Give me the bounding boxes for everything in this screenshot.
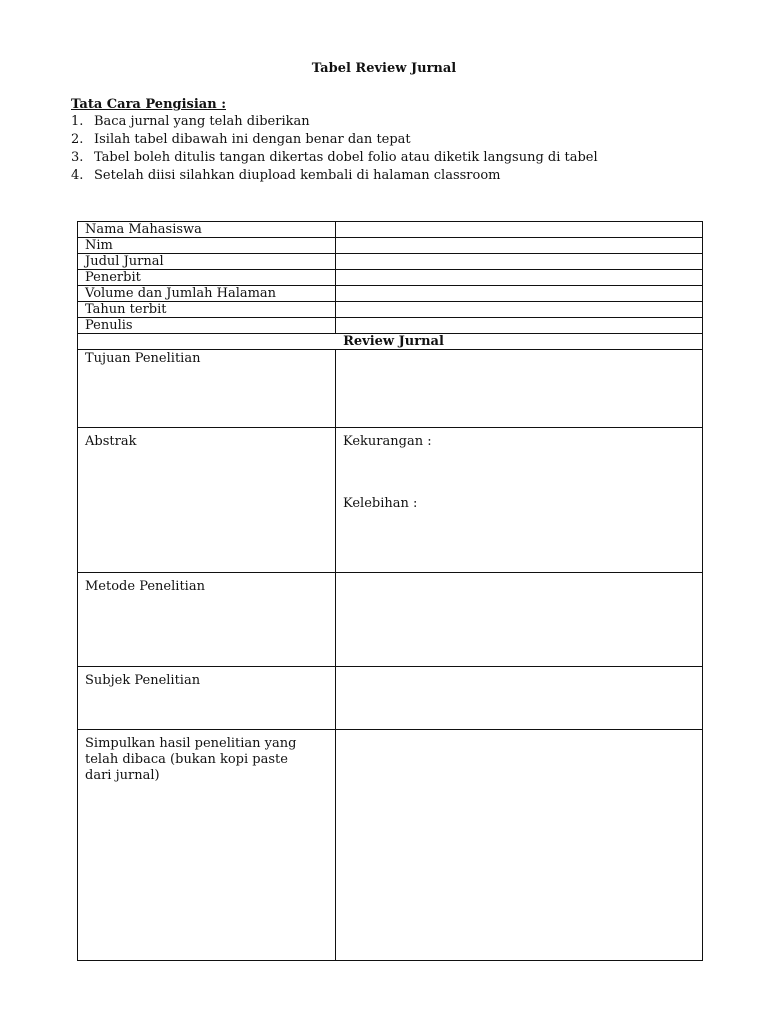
instruction-text: Setelah diisi silahkan diupload kembali di halaman classroom <box>94 168 501 183</box>
table-row-volume <box>78 286 703 302</box>
table-row-subjek <box>78 667 703 730</box>
instructions-list <box>71 113 598 185</box>
row-label: Nim <box>78 238 336 254</box>
tahun-terbit-field[interactable] <box>336 302 703 318</box>
table-row-simpulkan <box>78 730 703 961</box>
review-header: Review Jurnal <box>78 334 703 350</box>
row-label: Nama Mahasiswa <box>78 222 336 238</box>
row-label <box>78 573 336 667</box>
row-label: Penulis <box>78 318 336 334</box>
simpulkan-label: Simpulkan hasil penelitian yang telah dibaca (bukan kopi paste dari jurnal) <box>85 736 297 783</box>
row-label: Judul Jurnal <box>78 254 336 270</box>
table-row-penerbit <box>78 270 703 286</box>
table-row-tahun-terbit <box>78 302 703 318</box>
subjek-field[interactable] <box>336 667 703 730</box>
instruction-number: 1. <box>71 114 84 129</box>
kekurangan-label: Kekurangan : <box>343 434 432 449</box>
row-label: Volume dan Jumlah Halaman <box>78 286 336 302</box>
instruction-number: 4. <box>71 168 84 183</box>
penerbit-field[interactable] <box>336 270 703 286</box>
table-row-penulis <box>78 318 703 334</box>
instruction-item <box>71 131 598 149</box>
nama-mahasiswa-field[interactable] <box>336 222 703 238</box>
table-row-nim <box>78 238 703 254</box>
kelebihan-label: Kelebihan : <box>343 496 418 511</box>
nim-field[interactable] <box>336 238 703 254</box>
subjek-label: Subjek Penelitian <box>85 673 201 688</box>
instruction-text: Isilah tabel dibawah ini dengan benar dan tepat <box>94 132 411 147</box>
judul-jurnal-field[interactable] <box>336 254 703 270</box>
abstrak-label: Abstrak <box>85 434 137 449</box>
table-row-metode <box>78 573 703 667</box>
document-title: Tabel Review Jurnal <box>311 61 457 76</box>
instruction-text: Baca jurnal yang telah diberikan <box>94 114 310 129</box>
table-row-judul-jurnal <box>78 254 703 270</box>
row-label: Penerbit <box>78 270 336 286</box>
simpulkan-field[interactable] <box>336 730 703 961</box>
metode-label: Metode Penelitian <box>85 579 205 594</box>
abstrak-field[interactable] <box>336 428 703 573</box>
table-row-abstrak <box>78 428 703 573</box>
volume-field[interactable] <box>336 286 703 302</box>
tujuan-field[interactable] <box>336 350 703 428</box>
row-label <box>78 350 336 428</box>
instruction-number: 3. <box>71 150 84 165</box>
table-row-nama-mahasiswa <box>78 222 703 238</box>
instruction-item <box>71 167 598 185</box>
tujuan-label: Tujuan Penelitian <box>85 351 201 366</box>
row-label <box>78 730 336 961</box>
instruction-item <box>71 149 598 167</box>
instruction-number: 2. <box>71 132 84 147</box>
row-label <box>78 428 336 573</box>
row-label <box>78 667 336 730</box>
row-label: Tahun terbit <box>78 302 336 318</box>
metode-field[interactable] <box>336 573 703 667</box>
penulis-field[interactable] <box>336 318 703 334</box>
instruction-text: Tabel boleh ditulis tangan dikertas dobel folio atau diketik langsung di tabel <box>94 150 598 165</box>
instructions-heading: Tata Cara Pengisian : <box>71 97 227 112</box>
table-row-tujuan <box>78 350 703 428</box>
instruction-item <box>71 113 598 131</box>
review-table <box>77 221 703 961</box>
review-header-row <box>78 334 703 350</box>
